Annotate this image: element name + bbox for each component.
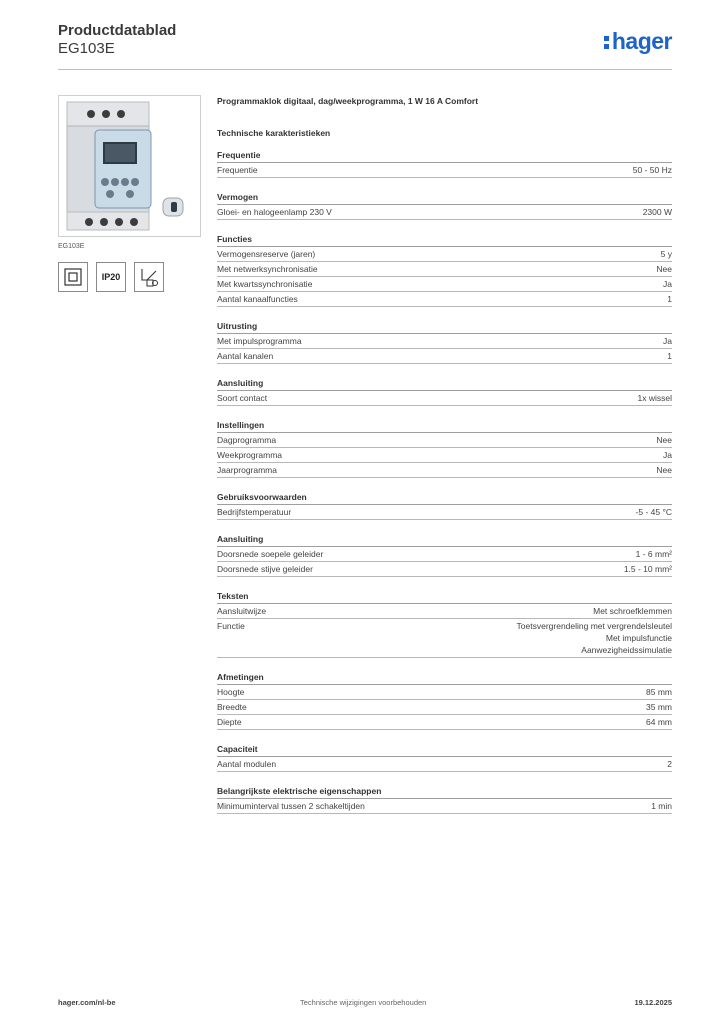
spec-value-line: 64 mm [646, 717, 672, 727]
spec-value-line: 1x wissel [637, 393, 672, 403]
spec-value [667, 758, 672, 770]
spec-value [633, 164, 672, 176]
spec-value [656, 464, 672, 476]
spec-row [217, 619, 672, 658]
spec-section [217, 192, 672, 220]
spec-value-line: Nee [656, 435, 672, 445]
spec-row [217, 391, 672, 406]
spec-value-line: Ja [663, 450, 672, 460]
spec-value [656, 263, 672, 275]
spec-label: Frequentie [217, 165, 258, 175]
image-caption: EG103E [58, 243, 85, 250]
spec-value [667, 293, 672, 305]
spec-value-line: 35 mm [646, 702, 672, 712]
logo-colon-icon [604, 34, 609, 50]
spec-row [217, 433, 672, 448]
spec-row [217, 277, 672, 292]
spec-value-line: Toetsvergrendeling met vergrendelsleutel [516, 621, 672, 631]
spec-row [217, 685, 672, 700]
section-heading: Aansluiting [217, 534, 672, 547]
spec-value-line: -5 - 45 °C [635, 507, 672, 517]
spec-label: Jaarprogramma [217, 465, 277, 475]
product-code: EG103E [58, 40, 115, 57]
spec-section [217, 150, 672, 178]
footer-website-link[interactable]: hager.com/nl-be [58, 998, 116, 1007]
spec-value [667, 350, 672, 362]
spec-label: Bedrijfstemperatuur [217, 507, 292, 517]
spec-value [651, 800, 672, 812]
spec-value [636, 506, 672, 518]
spec-section [217, 420, 672, 478]
timer-device-illustration [59, 96, 200, 236]
spec-value-line: Nee [656, 264, 672, 274]
section-heading: Afmetingen [217, 672, 672, 685]
spec-row [217, 334, 672, 349]
spec-label: Vermogensreserve (jaren) [217, 249, 316, 259]
spec-value-line: 2300 W [642, 207, 672, 217]
spec-value [646, 716, 672, 728]
spec-label: Doorsnede soepele geleider [217, 549, 324, 559]
spec-row [217, 715, 672, 730]
spec-row [217, 292, 672, 307]
section-heading: Functies [217, 234, 672, 247]
spec-row [217, 547, 672, 562]
spec-value-line: Met impulsfunctie [605, 633, 672, 643]
spec-value [663, 449, 672, 461]
spec-label: Aansluitwijze [217, 606, 267, 616]
hager-logo [604, 28, 672, 55]
spec-value-line: 85 mm [646, 687, 672, 697]
spec-row [217, 463, 672, 478]
spec-row [217, 604, 672, 619]
spec-value [661, 248, 672, 260]
section-heading: Teksten [217, 591, 672, 604]
spec-label: Aantal modulen [217, 759, 277, 769]
section-heading: Aansluiting [217, 378, 672, 391]
spec-label: Soort contact [217, 393, 268, 403]
spec-value-line: Ja [663, 279, 672, 289]
spec-value-line: 1 [667, 294, 672, 304]
spec-row [217, 562, 672, 577]
spec-value-line: 1 min [651, 801, 672, 811]
spec-section [217, 591, 672, 658]
spec-row [217, 247, 672, 262]
spec-value-line: 1.5 - 10 mm² [623, 564, 672, 574]
spec-value [517, 620, 672, 656]
section-heading: Capaciteit [217, 744, 672, 757]
spec-label: Doorsnede stijve geleider [217, 564, 313, 574]
specs-title: Technische karakteristieken [217, 128, 331, 138]
spec-row [217, 163, 672, 178]
spec-value-line: 2 [667, 759, 672, 769]
spec-value-line: 5 y [660, 249, 672, 259]
spec-value [624, 563, 672, 575]
footer-disclaimer: Technische wijzigingen voorbehouden [300, 998, 427, 1007]
spec-value [663, 335, 672, 347]
spec-value [646, 686, 672, 698]
spec-row [217, 349, 672, 364]
spec-label: Gloei- en halogeenlamp 230 V [217, 207, 332, 217]
spec-value-line: Met schroefklemmen [593, 606, 672, 616]
spec-label: Dagprogramma [217, 435, 277, 445]
spec-label: Weekprogramma [217, 450, 283, 460]
spec-sections [217, 150, 672, 814]
spec-row [217, 205, 672, 220]
spec-value [646, 701, 672, 713]
spec-value-line: 50 - 50 Hz [632, 165, 672, 175]
spec-value-line: Nee [656, 465, 672, 475]
spec-value [638, 392, 672, 404]
class-II-square-icon [58, 262, 88, 292]
section-heading: Belangrijkste elektrische eigenschappen [217, 786, 672, 799]
spec-section [217, 378, 672, 406]
product-description: Programmaklok digitaal, dag/weekprogramma, 1 W 16 A Comfort [217, 96, 479, 106]
ip-rating-label: IP20 [101, 272, 121, 282]
spec-section [217, 234, 672, 307]
certification-icons [58, 262, 168, 294]
document-title: Productdatablad [58, 22, 177, 39]
logo-text: hager [611, 28, 672, 54]
spec-section [217, 672, 672, 730]
section-heading: Instellingen [217, 420, 672, 433]
spec-section [217, 492, 672, 520]
section-heading: Uitrusting [217, 321, 672, 334]
footer-date: 19.12.2025 [634, 998, 672, 1007]
spec-value-line: 1 - 6 mm² [635, 549, 672, 559]
page-header [58, 22, 672, 70]
spec-label: Aantal kanaalfuncties [217, 294, 298, 304]
product-image [58, 95, 201, 237]
spec-label: Met impulsprogramma [217, 336, 302, 346]
spec-value [636, 548, 672, 560]
spec-label: Diepte [217, 717, 242, 727]
spec-section [217, 321, 672, 364]
spec-section [217, 534, 672, 577]
wall-mount-icon [134, 262, 164, 292]
section-heading: Gebruiksvoorwaarden [217, 492, 672, 505]
spec-value [593, 605, 672, 617]
spec-row [217, 505, 672, 520]
spec-section [217, 786, 672, 814]
spec-label: Aantal kanalen [217, 351, 274, 361]
spec-row [217, 262, 672, 277]
spec-label: Met kwartssynchronisatie [217, 279, 313, 289]
spec-value [643, 206, 672, 218]
spec-row [217, 700, 672, 715]
spec-label: Minimuminterval tussen 2 schakeltijden [217, 801, 365, 811]
spec-label: Met netwerksynchronisatie [217, 264, 318, 274]
ip-rating-icon [96, 262, 126, 292]
spec-value-line: 1 [667, 351, 672, 361]
spec-row [217, 448, 672, 463]
spec-label: Breedte [217, 702, 247, 712]
spec-row [217, 799, 672, 814]
spec-label: Functie [217, 621, 245, 631]
spec-section [217, 744, 672, 772]
spec-value-line: Ja [663, 336, 672, 346]
spec-value [663, 278, 672, 290]
spec-value-line: Aanwezigheidssimulatie [581, 645, 672, 655]
section-heading: Frequentie [217, 150, 672, 163]
spec-content [217, 96, 672, 814]
section-heading: Vermogen [217, 192, 672, 205]
spec-row [217, 757, 672, 772]
spec-value [656, 434, 672, 446]
spec-label: Hoogte [217, 687, 245, 697]
